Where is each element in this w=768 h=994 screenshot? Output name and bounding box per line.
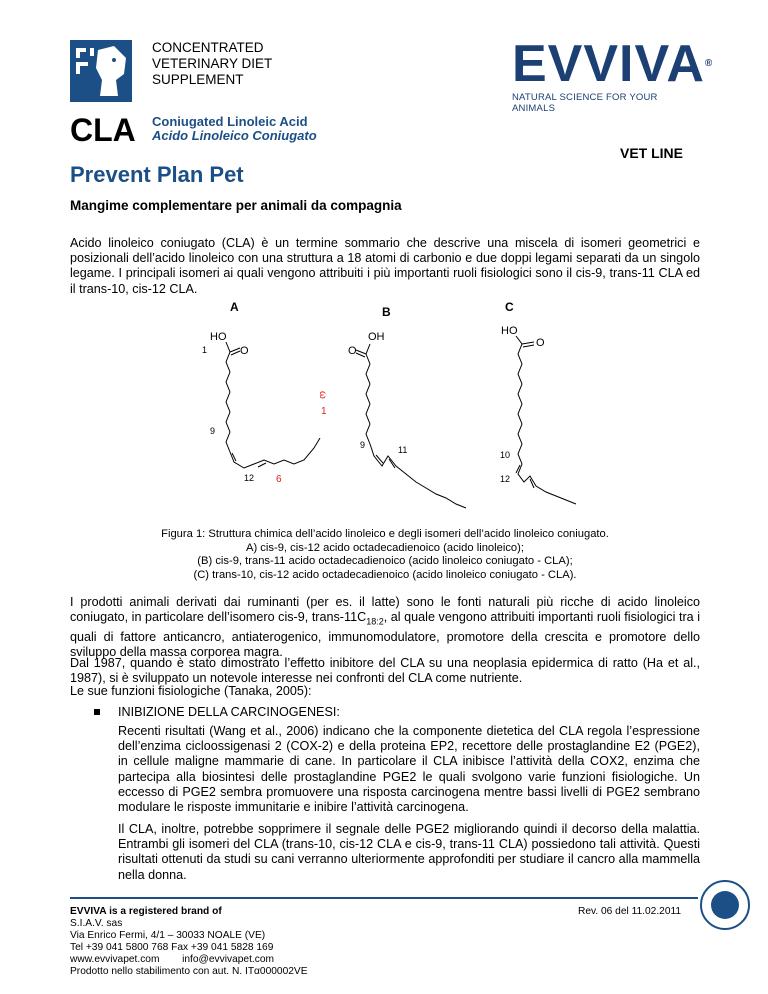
bullet-paragraph-2: Il CLA, inoltre, potrebbe sopprimere il segnale delle PGE2 migliorando quindi il decorso della malattia. Entrambi gli isomeri del CLA (trans-10, cis-12 CLA e cis-9, trans-11 CLA) possiedono tali attività. Questi risultati ottenuti da studi su cani verranno ulteriormente approfonditi per studiare il cancro alla mammella nella donna. xyxy=(118,822,700,882)
footer-brand-rest: is a registered brand of xyxy=(106,906,222,917)
o-label-c: O xyxy=(536,337,545,349)
supplement-label xyxy=(152,40,272,88)
product-name-en: Coniugated Linoleic Acid xyxy=(152,114,308,129)
brand-tagline: NATURAL SCIENCE FOR YOUR ANIMALS xyxy=(512,92,658,114)
bullet-marker xyxy=(94,709,100,715)
footer-address: Via Enrico Fermi, 4/1 – 30033 NOALE (VE) xyxy=(70,930,266,941)
product-name-it: Acido Linoleico Coniugato xyxy=(152,128,317,143)
oh-label-b: OH xyxy=(368,331,385,343)
footer-divider xyxy=(70,897,698,899)
vet-line-label: VET LINE xyxy=(620,145,684,161)
figure-label-b: B xyxy=(382,305,391,319)
intro-paragraph: Acido linoleico coniugato (CLA) è un termine sommario che descrive una miscela di isomeri geometrici e posizionali dell’acido linoleico con una struttura a 18 atomi di carbonio e due doppi legami separati da un singolo legame. I principali isomeri ai quali vengono attribuiti i più importanti ruoli fisiologici sono il cis-9, trans-11 CLA ed il trans-10, cis-12 CLA. xyxy=(70,236,700,296)
product-code: CLA xyxy=(70,112,136,148)
footer-contact xyxy=(70,906,308,978)
header-line: SUPPLEMENT xyxy=(152,72,244,87)
o-label-a: O xyxy=(240,345,249,357)
figure-label-a: A xyxy=(230,300,239,314)
figure-label-c: C xyxy=(505,300,514,314)
ho-label-c: HO xyxy=(501,325,518,337)
molecule-a xyxy=(226,342,320,468)
carbon-12-label-c: 12 xyxy=(500,474,511,484)
product-names xyxy=(152,115,317,143)
molecule-c xyxy=(516,336,576,504)
cla-structure-figure xyxy=(190,298,590,523)
footer-company: S.I.A.V. sas xyxy=(70,918,123,929)
carbon-1-label: 1 xyxy=(202,345,208,355)
carbon-11-label-b: 11 xyxy=(398,445,408,455)
header-line: CONCENTRATED xyxy=(152,40,264,55)
para2-text-b: , al quale vengono attribuiti importanti ruoli fisiologici tra i quali di fattore anticancro, antiaterogenico, immunomodulatore, promotore della crescita e promotore dello sviluppo della massa corporea magra. xyxy=(70,610,700,660)
figure-caption xyxy=(70,528,700,582)
page-subtitle: Mangime complementare per animali da compagnia xyxy=(70,198,402,213)
caption-line: (B) cis-9, trans-11 acido octadecadienoico (acido linoleico coniugato - CLA); xyxy=(197,555,573,567)
page-title: Prevent Plan Pet xyxy=(70,162,244,187)
body-paragraph-3: Dal 1987, quando è stato dimostrato l’effetto inibitore del CLA su una neoplasia epidermica di ratto (Ha et al., 1987), si è sviluppato un notevole interesse nei confronti del CLA come nutriente. xyxy=(70,656,700,686)
ho-label-a: HO xyxy=(210,331,227,343)
caption-line: (C) trans-10, cis-12 acido octadecadienoico (acido linoleico coniugato - CLA). xyxy=(193,568,577,581)
functions-intro: Le sue funzioni fisiologiche (Tanaka, 2005): xyxy=(70,684,312,698)
body-paragraph-2 xyxy=(70,595,700,660)
bullet-paragraph-1: Recenti risultati (Wang et al., 2006) indicano che la componente dietetica del CLA regola l’espressione dell’enzima cicloossigenasi 2 (COX-2) e della proteina EP2, recettore delle prostaglandine E2 (PGE2), in cellule maligne mammarie di cane. In particolare il CLA inibisce l’attività della COX2, enzima che partecipa alla biosintesi delle prostaglandine PGE2 le quali svolgono varie funzioni fisiologiche. Un eccesso di PGE2 sembra promuovere una risposta carcinogena mentre bassi livelli di PGE2 sembrano modulare le risposte immunitarie e inibire l’attività carcinogena. xyxy=(118,724,700,815)
carbon-12-label-a: 12 xyxy=(244,473,255,483)
registered-mark: ® xyxy=(704,58,714,69)
header-line: VETERINARY DIET xyxy=(152,56,273,71)
omega-label: ω xyxy=(317,391,328,399)
para2-text-a: I prodotti animali derivati dai ruminanti (per es. il latte) sono le fonti naturali più ricche di acido linoleico coniugato, in particolare dell’isomero cis-9, trans-11C xyxy=(70,595,700,625)
carbon-9-label-b: 9 xyxy=(360,440,366,450)
dog-shield-icon xyxy=(70,40,132,102)
footer-plant: Prodotto nello stabilimento con aut. N. ITα000002VE xyxy=(70,966,308,977)
cat-seal-icon xyxy=(700,880,750,930)
footer-brand: EVVIVA xyxy=(70,906,107,917)
footer-phone: Tel +39 041 5800 768 Fax +39 041 5828 169 xyxy=(70,942,274,953)
carbon-9-label-a: 9 xyxy=(210,426,216,436)
molecule-b xyxy=(356,344,466,508)
omega-6-label: 6 xyxy=(276,474,282,485)
o-label-b: O xyxy=(348,345,357,357)
caption-line: A) cis-9, cis-12 acido octadecadienoico (acido linoleico); xyxy=(246,541,524,554)
brand-name: EVVIVA xyxy=(512,35,705,93)
footer-web: www.evvivapet.com info@evvivapet.com xyxy=(70,954,274,965)
omega-1-label: 1 xyxy=(321,406,327,417)
revision-label: Rev. 06 del 11.02.2011 xyxy=(578,906,682,917)
para2-subscript: 18:2 xyxy=(366,616,384,627)
caption-line: Figura 1: Struttura chimica dell’acido linoleico e degli isomeri dell’acido linoleico coniugato. xyxy=(161,528,609,540)
bullet-heading: INIBIZIONE DELLA CARCINOGENESI: xyxy=(118,705,340,719)
carbon-10-label-c: 10 xyxy=(500,450,511,460)
brand-logo xyxy=(512,35,714,114)
